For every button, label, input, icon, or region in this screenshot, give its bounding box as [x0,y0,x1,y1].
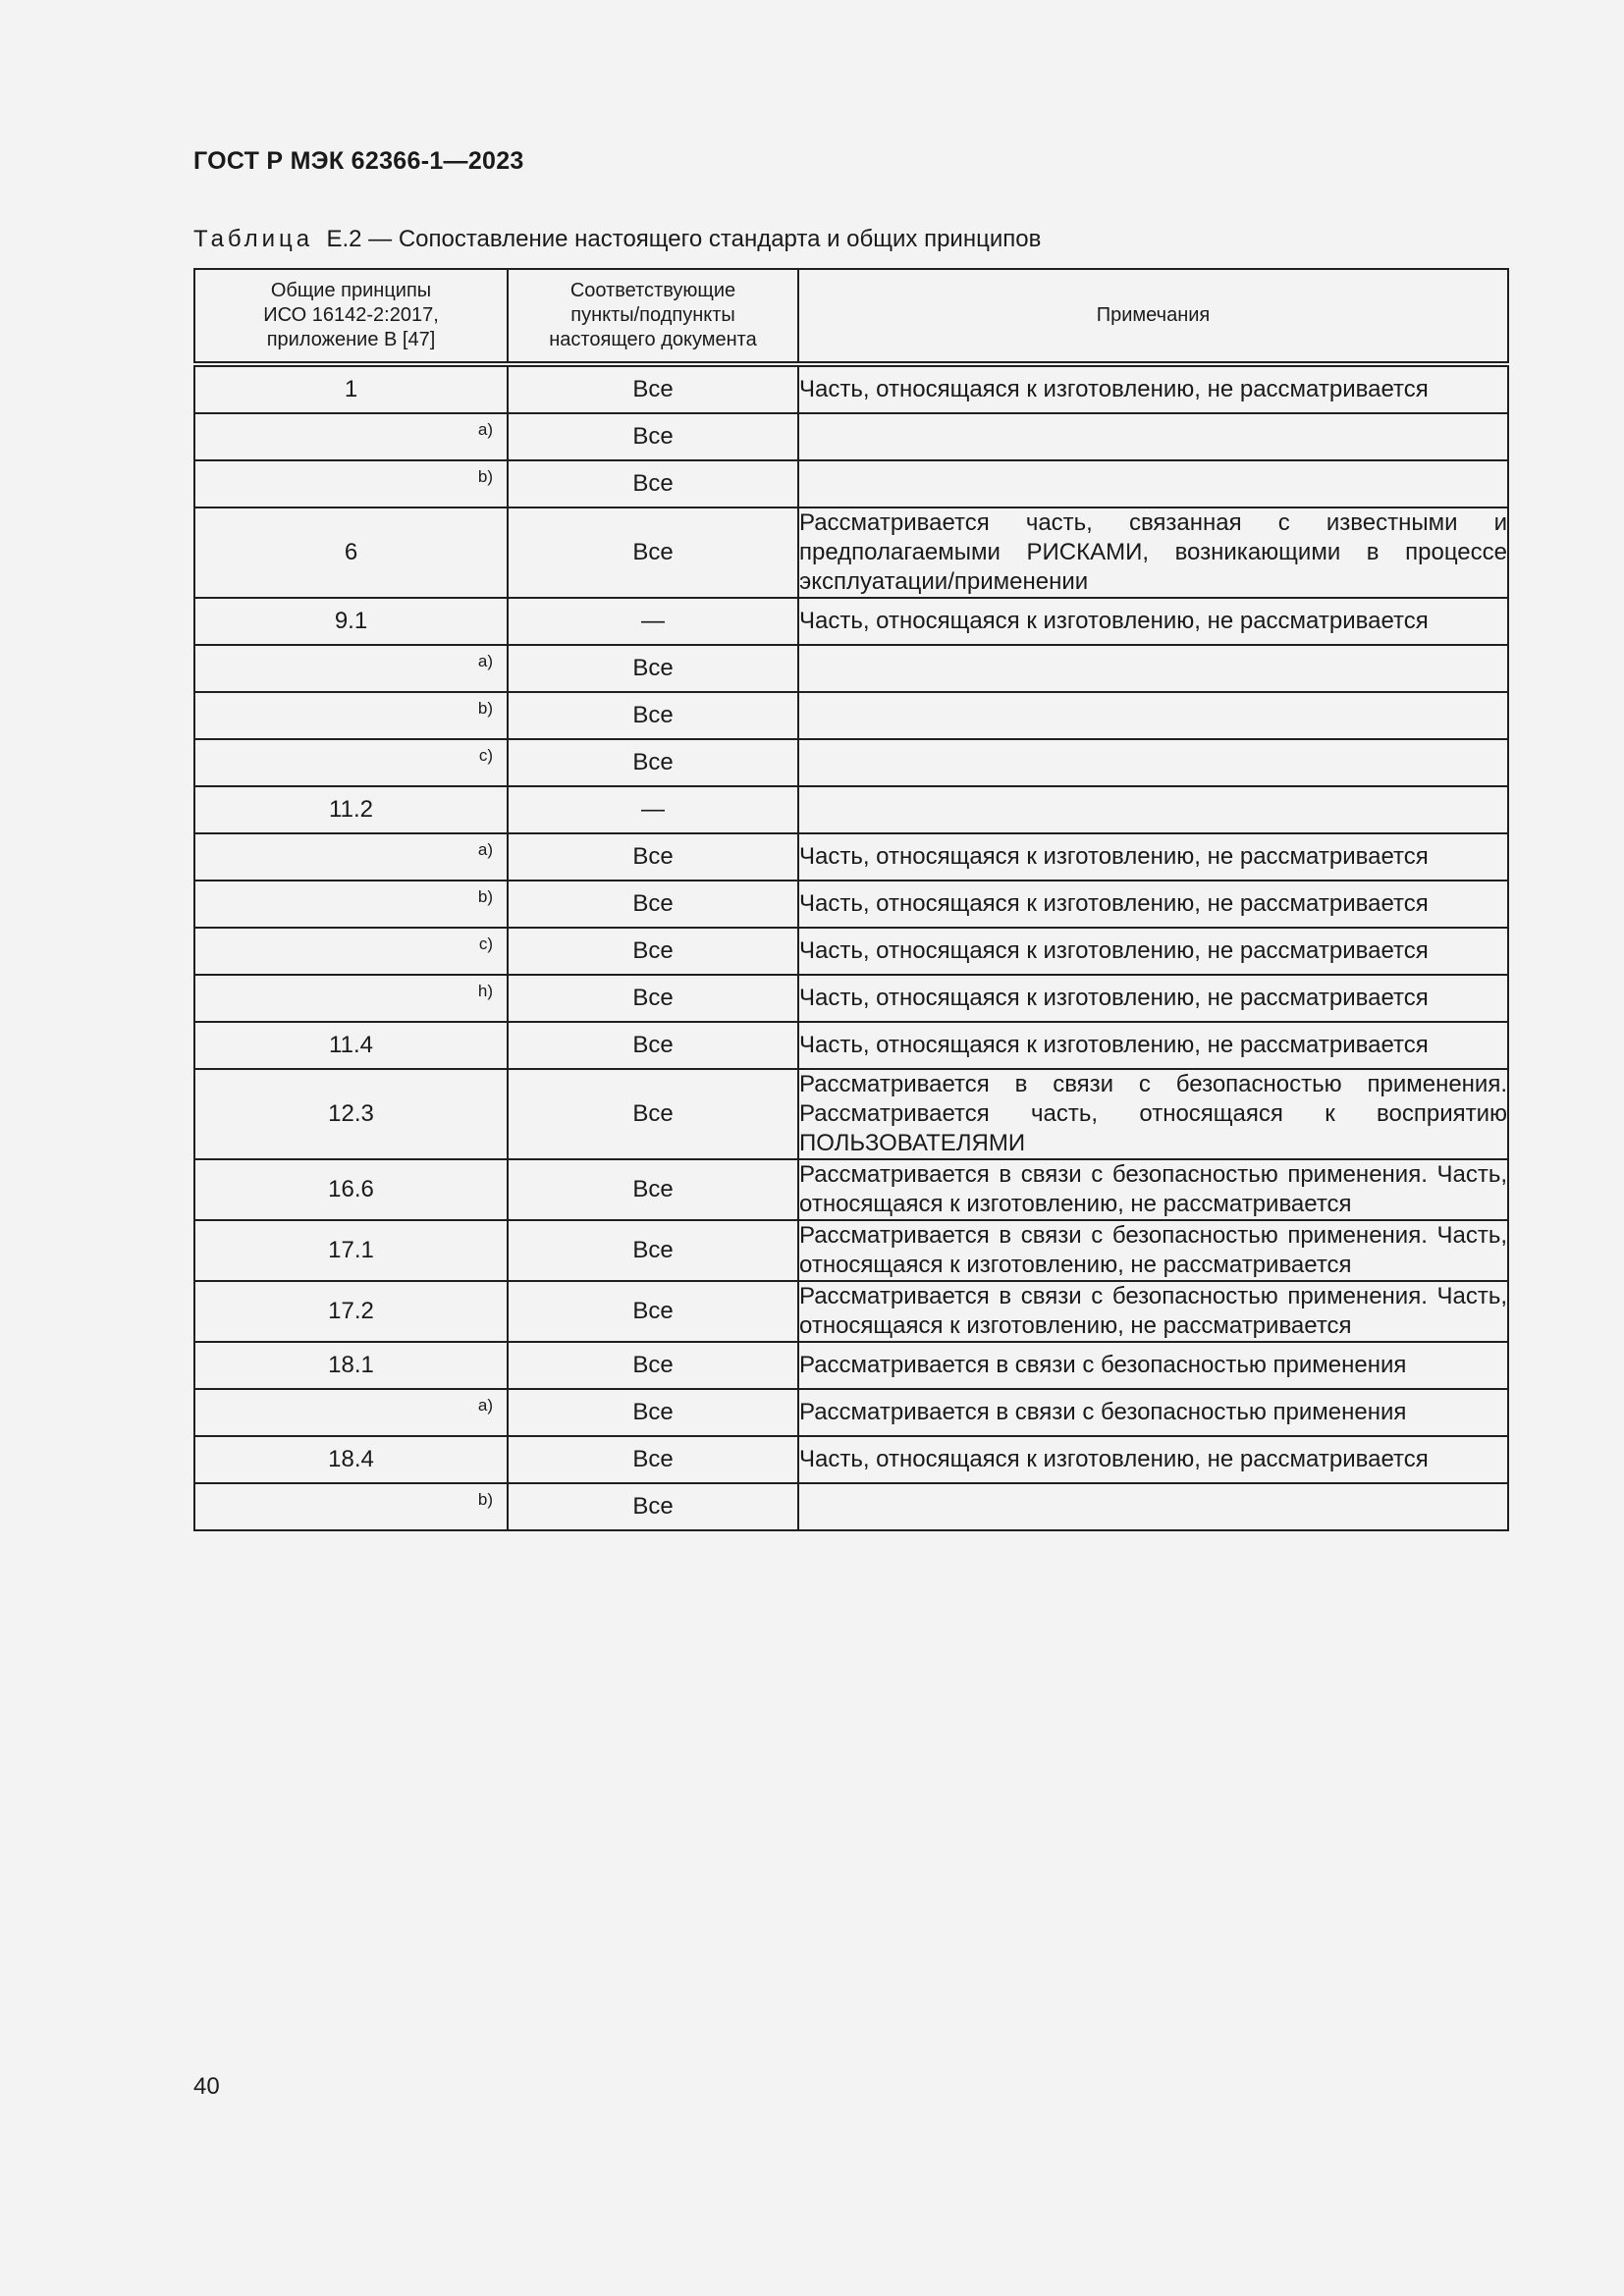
principle-cell [194,645,508,692]
notes-cell [798,413,1508,460]
sub-item-label: h) [477,982,493,1000]
table-row [194,739,1508,786]
clauses-cell: Все [508,1069,798,1159]
document-header: ГОСТ Р МЭК 62366-1—2023 [193,147,524,175]
sub-item-label: c) [478,934,493,953]
notes-cell [798,1483,1508,1530]
table-row [194,413,1508,460]
clauses-cell: Все [508,1281,798,1342]
clauses-cell: Все [508,881,798,928]
principle-cell [194,1342,508,1389]
principle-number: 11.4 [329,1032,373,1058]
notes-cell: Рассматривается в связи с безопасностью применения [798,1389,1508,1436]
column-header-clauses-line: пункты/подпункты [570,304,735,326]
column-header-principles-line: Общие принципы [270,280,432,301]
table-row [194,1220,1508,1281]
table-caption [193,226,1041,253]
notes-cell: Рассматривается в связи с безопасностью применения. Рассматривается часть, относящаяся к восприятию ПОЛЬЗОВАТЕЛЯМИ [798,1069,1508,1159]
table-row [194,881,1508,928]
table-row [194,1342,1508,1389]
principle-cell [194,739,508,786]
notes-cell: Часть, относящаяся к изготовлению, не рассматривается [798,1436,1508,1483]
table-row [194,645,1508,692]
notes-cell [798,460,1508,507]
principle-cell [194,1069,508,1159]
sub-item-label: c) [478,746,493,765]
sub-item-label: a) [477,840,493,859]
column-header-principles-line: приложение В [47] [266,329,436,350]
table-row [194,1022,1508,1069]
notes-cell: Рассматривается часть, связанная с известными и предполагаемыми РИСКАМИ, возникающими в процессе эксплуатации/применении [798,507,1508,598]
notes-cell: Рассматривается в связи с безопасностью применения [798,1342,1508,1389]
table-row [194,833,1508,881]
principle-cell [194,928,508,975]
notes-cell [798,645,1508,692]
clauses-cell: Все [508,692,798,739]
principle-cell [194,507,508,598]
table-caption-text: Е.2 — Сопоставление настоящего стандарта и общих принципов [326,226,1042,252]
clauses-cell: Все [508,833,798,881]
principle-cell [194,1022,508,1069]
principle-cell [194,692,508,739]
clauses-cell: Все [508,645,798,692]
column-header-clauses [508,269,798,364]
clauses-cell: Все [508,413,798,460]
table-row [194,928,1508,975]
clauses-cell: Все [508,1436,798,1483]
principle-cell [194,598,508,645]
clauses-cell: — [508,598,798,645]
page-number: 40 [193,2073,220,2100]
sub-item-label: b) [477,467,493,486]
clauses-cell: Все [508,1022,798,1069]
clauses-cell: Все [508,460,798,507]
principle-cell [194,364,508,413]
table-row [194,460,1508,507]
sub-item-label: a) [477,420,493,439]
principle-cell [194,1159,508,1220]
table-caption-prefix: Таблица [193,226,314,252]
notes-cell [798,786,1508,833]
comparison-table [193,268,1509,1531]
principle-cell [194,1220,508,1281]
sub-item-label: b) [477,699,493,718]
clauses-cell: Все [508,1159,798,1220]
notes-cell: Часть, относящаяся к изготовлению, не рассматривается [798,598,1508,645]
principle-number: 18.4 [328,1446,374,1472]
notes-cell: Часть, относящаяся к изготовлению, не рассматривается [798,881,1508,928]
sub-item-label: b) [477,887,493,906]
notes-cell: Часть, относящаяся к изготовлению, не рассматривается [798,833,1508,881]
principle-cell [194,1389,508,1436]
principle-cell [194,975,508,1022]
principle-number: 16.6 [328,1176,374,1202]
principle-cell [194,1281,508,1342]
notes-cell: Рассматривается в связи с безопасностью применения. Часть, относящаяся к изготовлению, не рассматривается [798,1281,1508,1342]
table-row [194,692,1508,739]
principle-number: 11.2 [329,796,373,823]
clauses-cell: Все [508,1389,798,1436]
notes-cell: Часть, относящаяся к изготовлению, не рассматривается [798,1022,1508,1069]
table-row [194,1389,1508,1436]
table-row [194,507,1508,598]
table-row [194,975,1508,1022]
column-header-principles [194,269,508,364]
notes-cell: Рассматривается в связи с безопасностью применения. Часть, относящаяся к изготовлению, не рассматривается [798,1220,1508,1281]
clauses-cell: Все [508,975,798,1022]
table-row [194,1483,1508,1530]
clauses-cell: Все [508,1342,798,1389]
table-row [194,1159,1508,1220]
principle-cell [194,1436,508,1483]
column-header-principles-line: ИСО 16142-2:2017, [263,304,439,326]
column-header-clauses-line: настоящего документа [549,329,757,350]
clauses-cell: Все [508,928,798,975]
principle-number: 6 [344,539,358,565]
principle-cell [194,460,508,507]
column-header-clauses-line: Соответствующие [569,280,736,301]
principle-cell [194,786,508,833]
sub-item-label: b) [477,1490,493,1509]
table-header-row [194,269,1508,364]
table-row [194,598,1508,645]
sub-item-label: a) [477,1396,493,1415]
table-row [194,1069,1508,1159]
table-row [194,1281,1508,1342]
principle-number: 17.2 [328,1298,374,1324]
notes-cell: Рассматривается в связи с безопасностью применения. Часть, относящаяся к изготовлению, не рассматривается [798,1159,1508,1220]
principle-cell [194,1483,508,1530]
principle-number: 18.1 [328,1352,374,1378]
clauses-cell: Все [508,1220,798,1281]
notes-cell: Часть, относящаяся к изготовлению, не рассматривается [798,975,1508,1022]
table-row [194,786,1508,833]
clauses-cell: — [508,786,798,833]
principle-cell [194,881,508,928]
principle-cell [194,413,508,460]
clauses-cell: Все [508,507,798,598]
principle-number: 1 [344,376,358,402]
clauses-cell: Все [508,1483,798,1530]
table-row [194,364,1508,413]
notes-cell [798,739,1508,786]
clauses-cell: Все [508,364,798,413]
notes-cell [798,692,1508,739]
principle-cell [194,833,508,881]
notes-cell: Часть, относящаяся к изготовлению, не рассматривается [798,928,1508,975]
notes-cell: Часть, относящаяся к изготовлению, не рассматривается [798,364,1508,413]
principle-number: 12.3 [328,1100,374,1127]
table-row [194,1436,1508,1483]
column-header-notes: Примечания [798,269,1508,364]
principle-number: 9.1 [334,608,368,634]
clauses-cell: Все [508,739,798,786]
principle-number: 17.1 [328,1237,374,1263]
sub-item-label: a) [477,652,493,670]
